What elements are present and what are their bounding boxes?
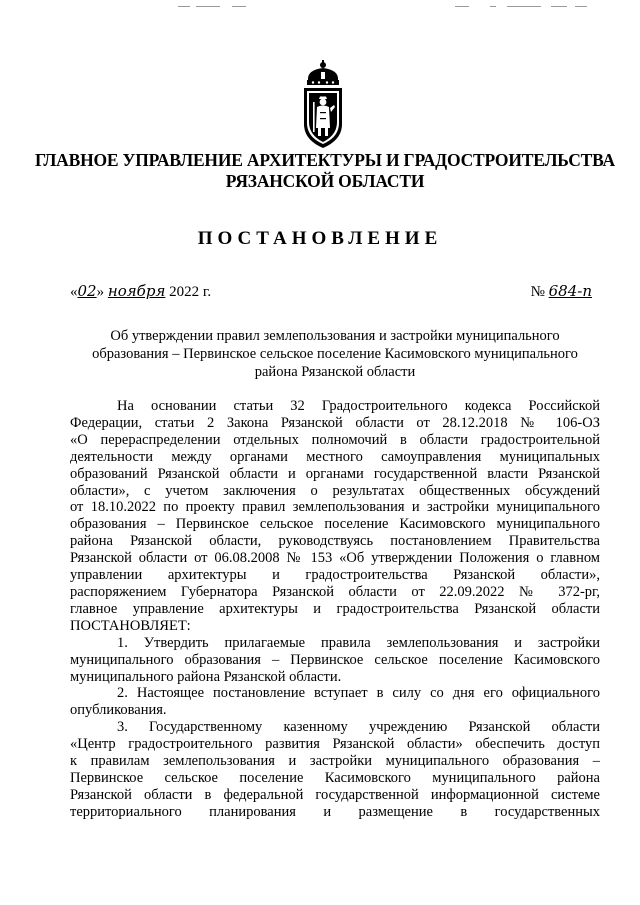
body-line: к правилам землепользования и застройки муниципального образования –	[70, 753, 600, 770]
body-line: деятельности между органами местного самоуправления муниципальных	[70, 448, 600, 465]
body-line-resolves: ПОСТАНОВЛЯЕТ:	[70, 617, 191, 634]
subject-line: Об утверждении правил землепользования и застройки муниципального	[110, 328, 560, 344]
body-line-item-2: 2. Настоящее постановление вступает в силу со дня его официального	[117, 685, 600, 702]
body-line: области», с учетом заключения о результатах общественных обсуждений	[70, 482, 600, 499]
body-line: «О перераспределении отдельных полномочий в области градостроительной	[70, 431, 600, 448]
date-month: ноября	[107, 282, 166, 300]
subject-line: образования – Первинское сельское поселение Касимовского муниципального	[92, 346, 578, 362]
body-line: района Рязанской области, руководствуясь постановлением Правительства	[70, 533, 600, 550]
body-line: Первинское сельское поселение Касимовского муниципального района	[70, 769, 600, 786]
scan-artifacts	[0, 6, 640, 12]
organization-name	[30, 150, 620, 192]
document-date	[70, 282, 211, 301]
body-line: муниципального района Рязанской области.	[70, 668, 342, 685]
date-close-quote: »	[96, 284, 105, 300]
body-line: муниципального образования – Первинское сельское поселение Касимовского	[70, 651, 600, 668]
body-line: от 18.10.2022 по проекту правил землепользования и застройки муниципального	[70, 499, 600, 516]
body-line: опубликования.	[70, 702, 167, 719]
body-line: образования – Первинское сельское поселение Касимовского муниципального	[70, 516, 600, 533]
document-type-heading: ПОСТАНОВЛЕНИЕ	[197, 228, 443, 249]
number-sign: №	[530, 284, 545, 300]
body-line: Федерации, статьи 2 Закона Рязанской области от 28.12.2018 № 106-ОЗ	[70, 414, 600, 431]
body-line: управлении архитектуры и градостроительства Рязанской области»,	[70, 567, 600, 584]
body-line-item-1: 1. Утвердить прилагаемые правила землепользования и застройки	[117, 634, 600, 651]
number-value: 684-п	[548, 282, 592, 300]
coat-of-arms-emblem	[297, 58, 349, 150]
subject-line: района Рязанской области	[254, 364, 416, 380]
body-line: главное управление архитектуры и градостроительства Рязанской области	[70, 600, 600, 617]
body-line: территориального планирования и размещение в государственных	[70, 803, 600, 820]
date-day: 02	[77, 282, 97, 300]
document-body	[70, 398, 600, 821]
organization-name-line1: ГЛАВНОЕ УПРАВЛЕНИЕ АРХИТЕКТУРЫ И ГРАДОСТРОИТЕЛЬСТВА	[35, 150, 615, 170]
body-line: Рязанской области от 06.08.2008 № 153 «Об утверждении Положения о главном	[70, 550, 600, 567]
body-line: распоряжением Губернатора Рязанской области от 22.09.2022 № 372-рг,	[70, 583, 600, 600]
body-line: На основании статьи 32 Градостроительного кодекса Российской	[117, 398, 600, 414]
body-line: образований Рязанской области и органами государственной власти Рязанской	[70, 465, 600, 482]
document-number	[531, 282, 592, 301]
date-open-quote: «	[70, 284, 78, 300]
date-year: 2022 г.	[169, 284, 212, 300]
body-line-item-3: 3. Государственному казенному учреждению Рязанской области	[117, 719, 600, 736]
body-line: «Центр градостроительного развития Рязанской области» обеспечить доступ	[70, 736, 600, 753]
organization-name-line2: РЯЗАНСКОЙ ОБЛАСТИ	[225, 171, 425, 191]
body-line: Рязанской области в федеральной государственной информационной системе	[70, 786, 600, 803]
document-subject	[70, 327, 600, 381]
